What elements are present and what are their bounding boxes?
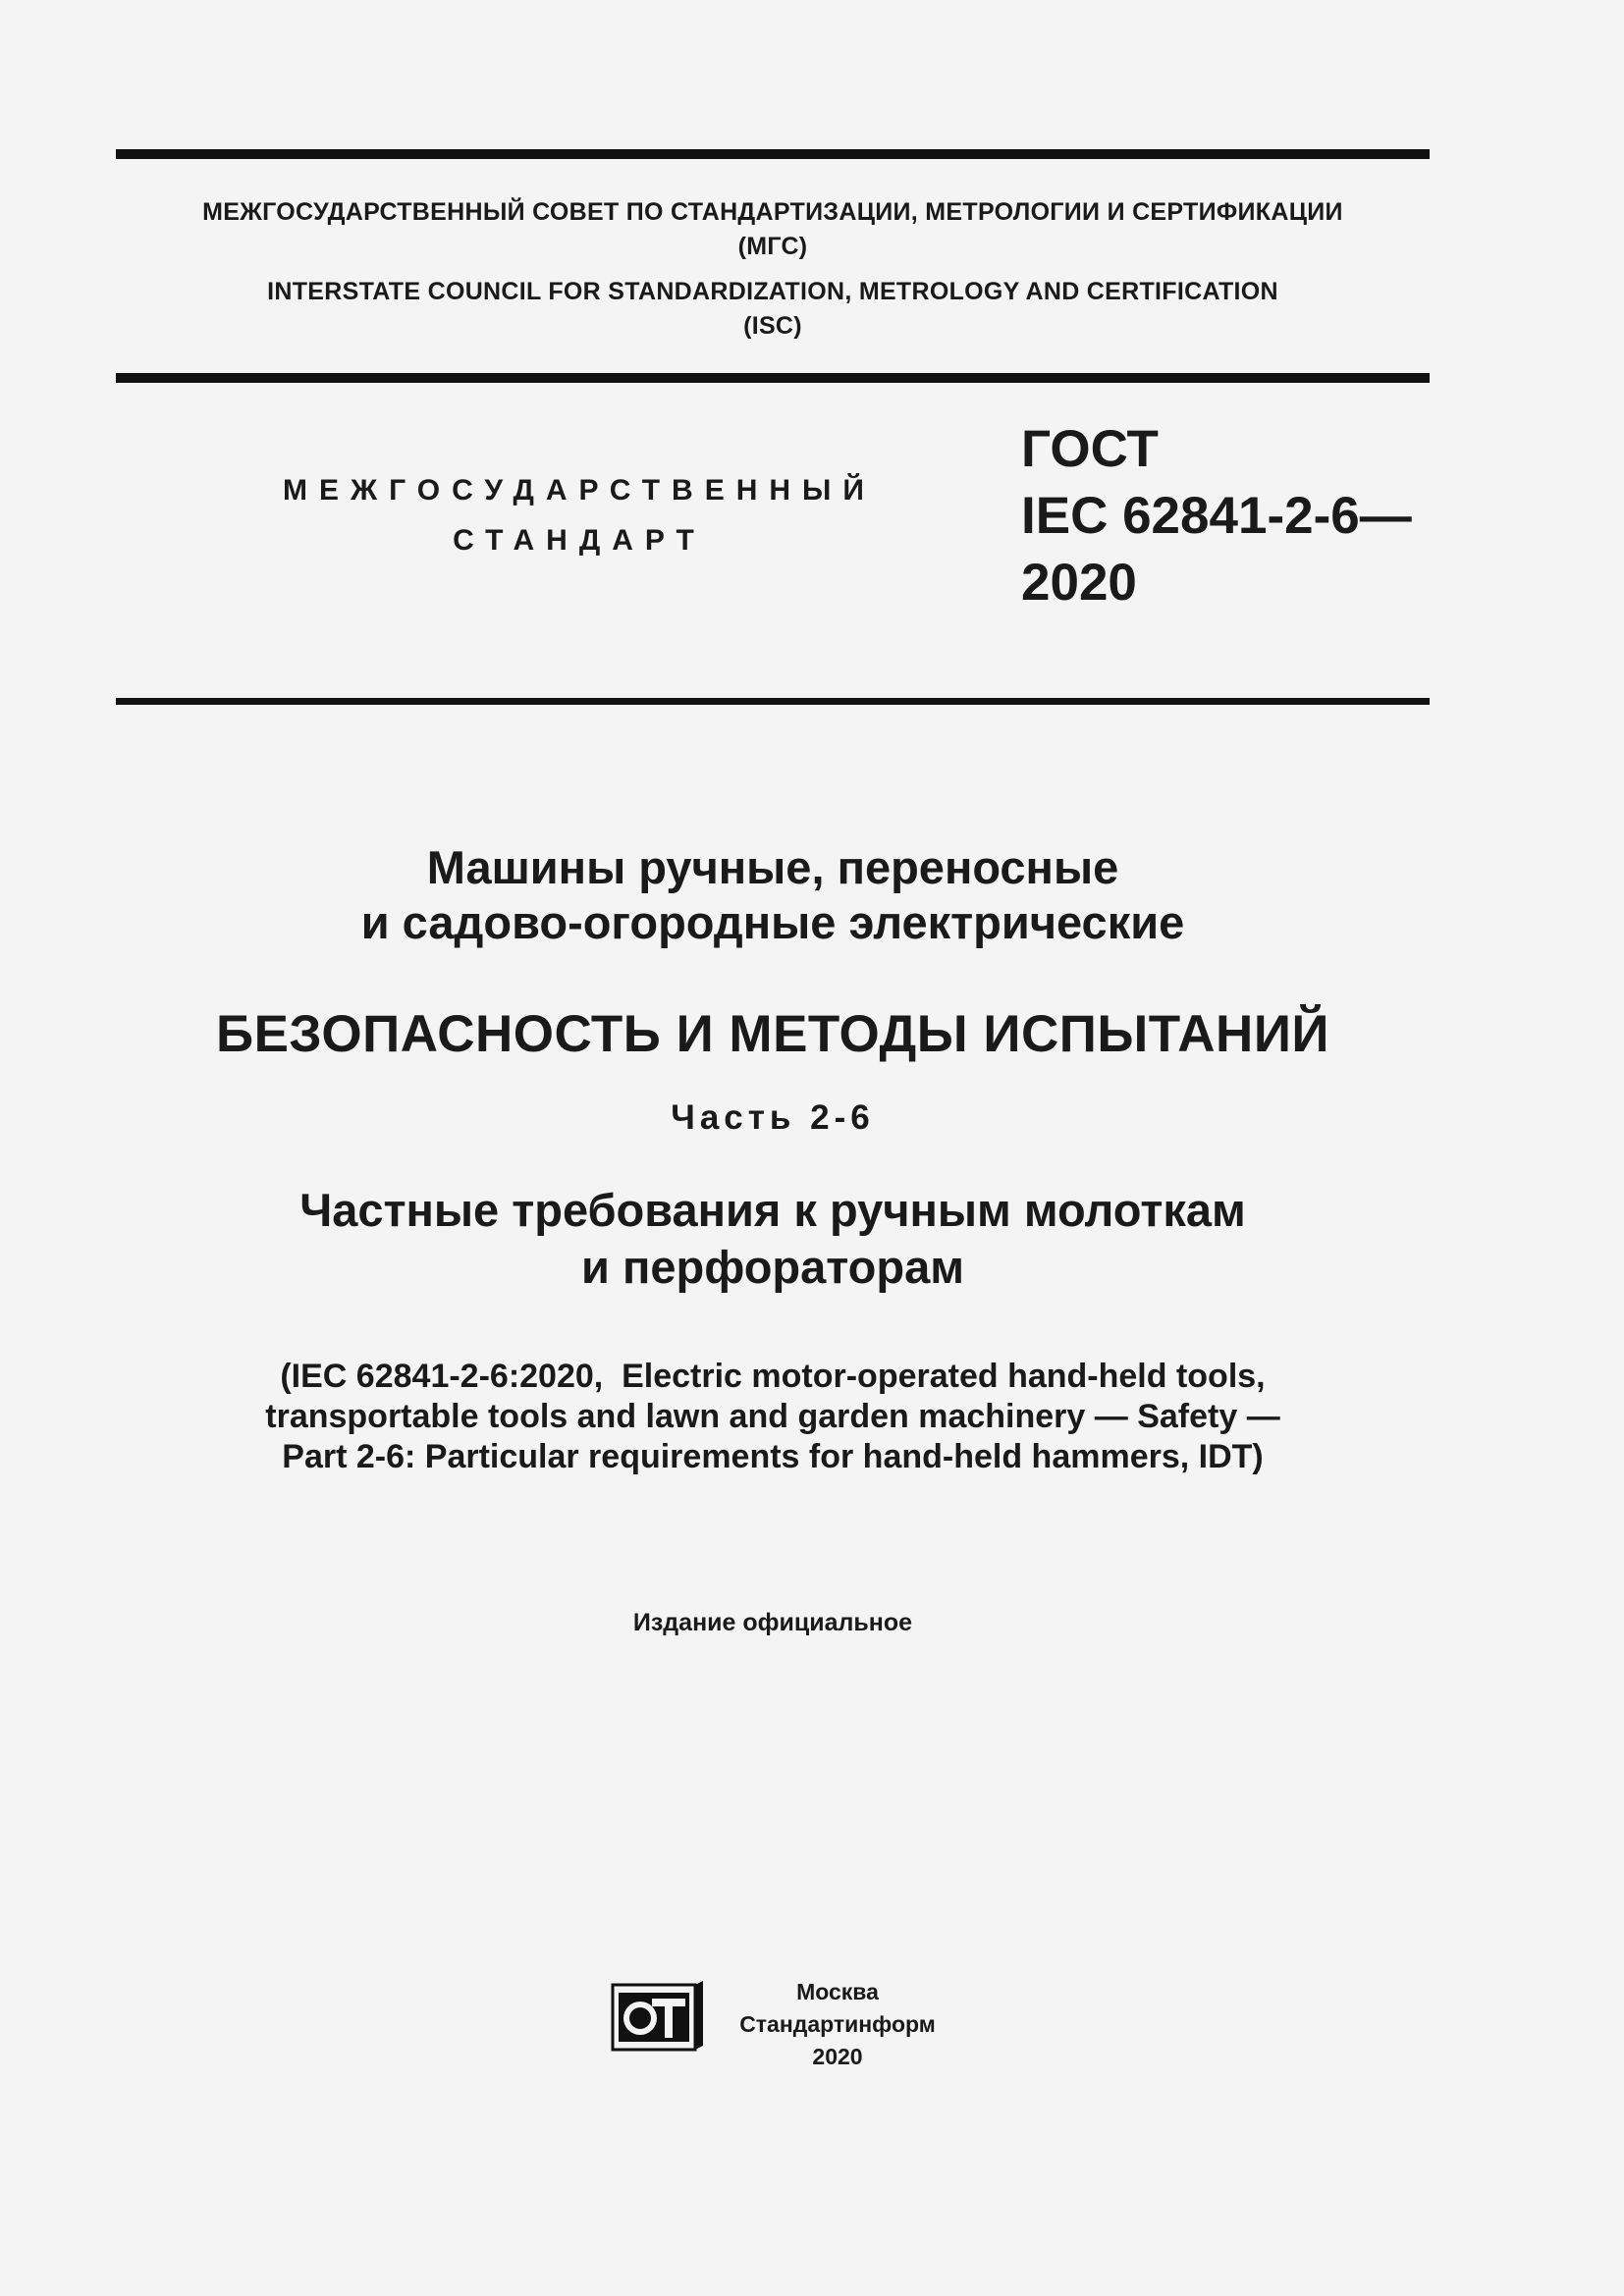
subtitle-line2: и перфораторам bbox=[581, 1241, 964, 1293]
publisher-name: Стандартинформ bbox=[739, 2011, 936, 2037]
edition-label: Издание официальное bbox=[632, 1609, 913, 1636]
gost-number-line2: IEC 62841-2-6— bbox=[1021, 487, 1412, 545]
title-block bbox=[116, 840, 1430, 950]
council-abbr-en: (ISC) bbox=[743, 312, 802, 340]
standard-type-line1: МЕЖГОСУДАРСТВЕННЫЙ bbox=[283, 474, 876, 507]
publisher-city: Москва bbox=[796, 1979, 879, 2004]
title-line2: и садово-огородные электрические bbox=[360, 896, 1185, 948]
main-title: БЕЗОПАСНОСТЬ И МЕТОДЫ ИСПЫТАНИЙ bbox=[215, 1005, 1330, 1063]
part-label: Часть 2-6 bbox=[671, 1098, 875, 1137]
council-abbr-ru: (МГС) bbox=[737, 233, 808, 260]
header-bottom-rule bbox=[116, 698, 1430, 705]
council-name-en bbox=[116, 275, 1430, 344]
council-name-ru bbox=[116, 195, 1430, 264]
iec-reference-line1: (IEC 62841-2-6:2020, Electric motor-operated hand-held tools, bbox=[280, 1358, 1266, 1395]
council-name-en-text: INTERSTATE COUNCIL FOR STANDARDIZATION, METROLOGY AND CERTIFICATION bbox=[267, 278, 1278, 305]
title-line1: Машины ручные, переносные bbox=[426, 841, 1119, 893]
iec-reference-line3: Part 2-6: Particular requirements for hand-held hammers, IDT) bbox=[282, 1438, 1264, 1475]
standard-type-line2: СТАНДАРТ bbox=[453, 524, 706, 557]
publisher-block bbox=[725, 1976, 950, 2073]
gost-number-line1: ГОСТ bbox=[1021, 420, 1159, 478]
iec-reference bbox=[116, 1357, 1430, 1477]
publisher-year: 2020 bbox=[812, 2044, 863, 2069]
gost-number bbox=[1021, 416, 1412, 616]
top-rule bbox=[116, 149, 1430, 159]
subtitle-line1: Частные требования к ручным молоткам bbox=[299, 1184, 1246, 1236]
subtitle-block bbox=[116, 1182, 1430, 1296]
council-name-ru-text: МЕЖГОСУДАРСТВЕННЫЙ СОВЕТ ПО СТАНДАРТИЗАЦИИ, МЕТРОЛОГИИ И СЕРТИФИКАЦИИ bbox=[202, 198, 1343, 226]
standartinform-logo-icon bbox=[611, 1981, 705, 2054]
iec-reference-line2: transportable tools and lawn and garden machinery — Safety — bbox=[265, 1398, 1280, 1435]
council-divider-rule bbox=[116, 373, 1430, 383]
gost-number-line3: 2020 bbox=[1021, 554, 1137, 612]
